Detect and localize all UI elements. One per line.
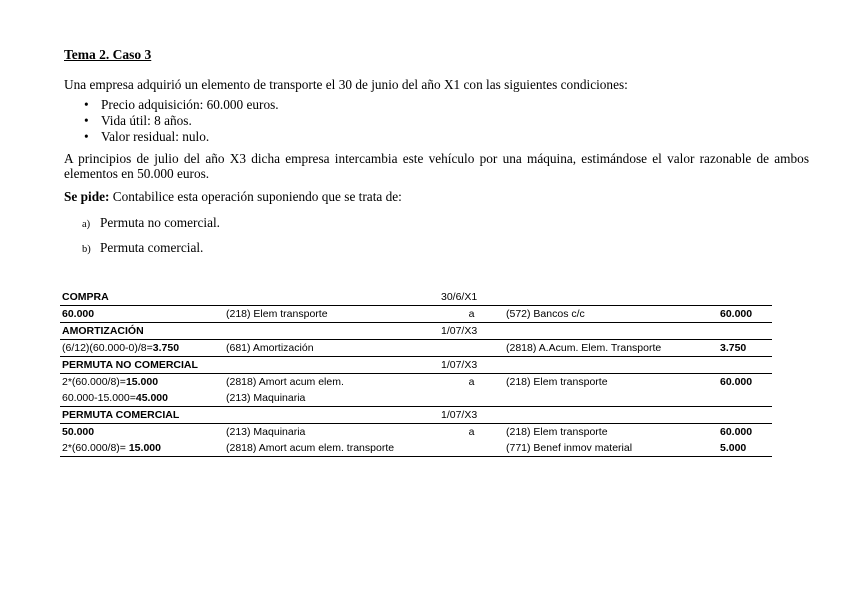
journal-table [60,289,772,457]
journal-header-row [60,407,772,424]
calc-formula: (6/12)(60.000-0)/8= [62,342,153,354]
entry-date: 1/07/X3 [439,357,504,374]
calc-formula: 2*(60.000/8)= [62,376,126,388]
a-separator: a [468,376,475,388]
amount: 60.000 [60,306,224,323]
option-a [82,211,220,236]
debit-account: (218) Elem transporte [224,306,439,323]
journal-row [60,306,772,323]
condition-residual-value: • Valor residual: nulo. [84,129,279,145]
entry-title: PERMUTA COMERCIAL [60,407,224,424]
journal-row [60,374,772,391]
condition-price: • Precio adquisición: 60.000 euros. [84,97,279,113]
option-b [82,236,220,261]
calc-formula: 2*(60.000/8)= [62,442,129,454]
credit-amount: 60.000 [720,376,753,388]
entry-date: 1/07/X3 [439,323,504,340]
calc-result: 45.000 [135,392,168,404]
calc-result: 15.000 [128,442,161,454]
entry-title: AMORTIZACIÓN [60,323,224,340]
credit-account: (2818) A.Acum. Elem. Transporte [504,340,718,357]
task-text: Contabilice esta operación suponiendo que se trata de: [109,189,402,204]
condition-useful-life: • Vida útil: 8 años. [84,113,279,129]
credit-account: (572) Bancos c/c [504,306,718,323]
task-label: Se pide: [64,189,110,204]
journal-row [60,424,772,441]
a-separator: a [468,426,475,438]
option-text: Permuta no comercial. [100,215,220,230]
journal-row [60,390,772,407]
option-text: Permuta comercial. [100,240,204,255]
entry-date: 30/6/X1 [439,289,504,306]
debit-account: (681) Amortización [224,340,439,357]
calc-formula: 60.000-15.000= [62,392,136,404]
exchange-paragraph: A principios de julio del año X3 dicha empresa intercambia este vehículo por una máquina, estimándose el valor razonable de ambos elementos en 50.000 euros. [64,151,809,181]
entry-title: PERMUTA NO COMERCIAL [60,357,224,374]
credit-account: (771) Benef inmov material [504,440,718,457]
calculation [60,374,224,391]
option-marker: a) [82,219,91,230]
calc-result: 15.000 [125,376,159,388]
entry-title: COMPRA [60,289,224,306]
credit-account: (218) Elem transporte [506,376,608,388]
journal-header-row [60,357,772,374]
conditions-list [84,97,279,145]
amount: 50.000 [62,426,95,438]
credit-amount: 3.750 [718,340,772,357]
task-paragraph [64,189,809,204]
case-title: Tema 2. Caso 3 [64,47,152,62]
journal-header-row [60,289,772,306]
credit-amount: 5.000 [718,440,772,457]
intro-paragraph: Una empresa adquirió un elemento de transporte el 30 de junio del año X1 con las siguientes condiciones: [64,77,628,92]
credit-amount: 60.000 [718,306,772,323]
calc-result: 3.750 [152,342,180,354]
entry-date: 1/07/X3 [439,407,504,424]
journal-row [60,440,772,457]
debit-account: (2818) Amort acum elem. [226,376,344,388]
a-separator: a [439,306,504,323]
credit-amount: 60.000 [720,426,753,438]
calculation [60,340,224,357]
credit-account: (218) Elem transporte [506,426,608,438]
calculation [60,390,224,407]
journal-row [60,340,772,357]
debit-account: (213) Maquinaria [226,426,306,438]
debit-account: (213) Maquinaria [224,390,439,407]
debit-account: (2818) Amort acum elem. transporte [224,440,439,457]
calculation [60,440,224,457]
options-list [82,211,220,261]
journal-header-row [60,323,772,340]
option-marker: b) [82,244,91,255]
